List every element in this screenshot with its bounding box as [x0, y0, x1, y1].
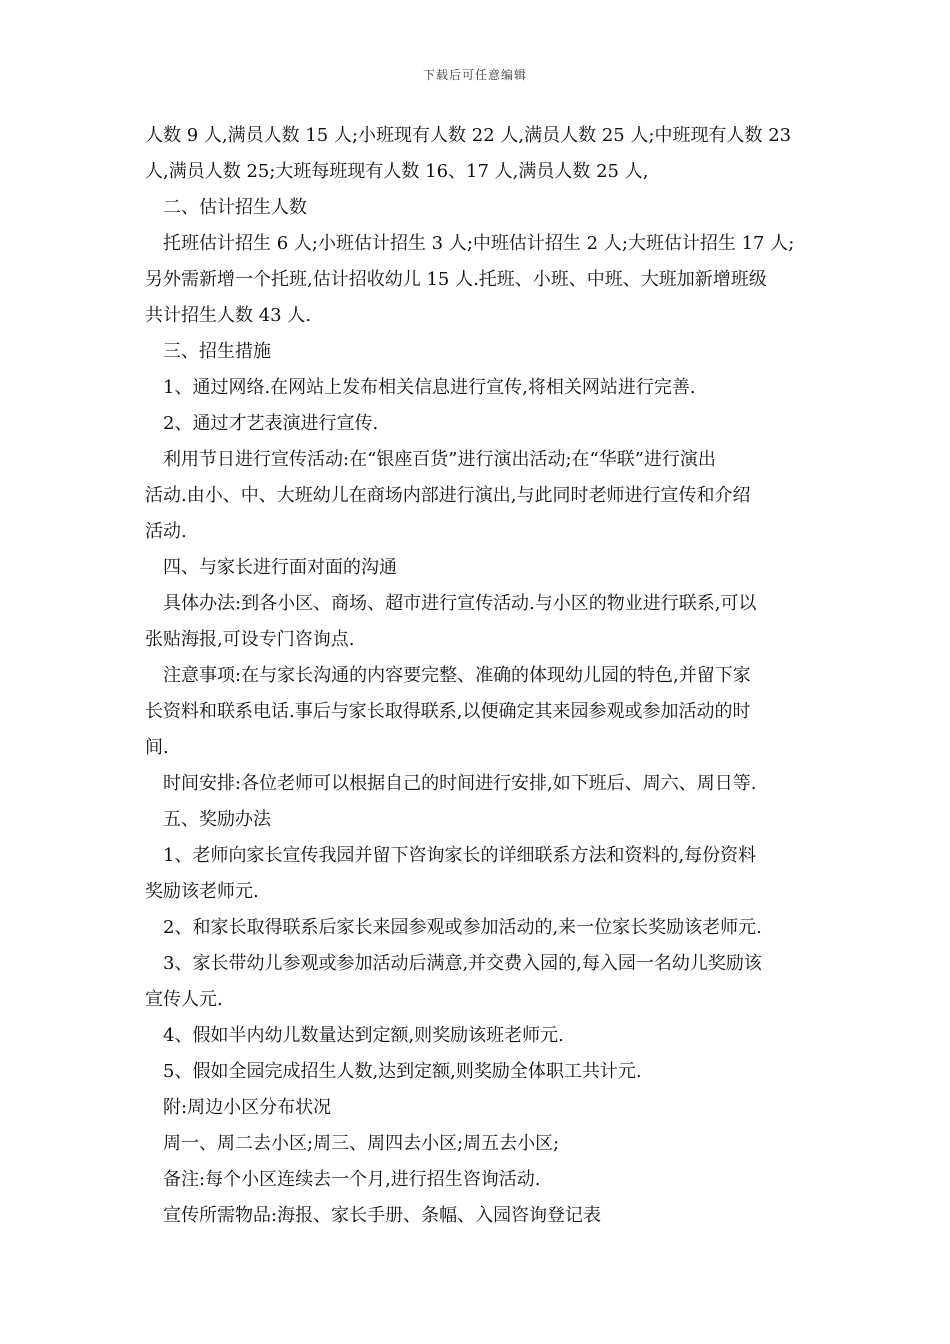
- text-line: 五、奖励办法: [163, 809, 271, 830]
- text-line: 人,满员人数 25;大班每班现有人数 16、17 人,满员人数 25 人,: [145, 161, 649, 182]
- text-line: 附:周边小区分布状况: [163, 1097, 332, 1118]
- text-line: 托班估计招生 6 人;小班估计招生 3 人;中班估计招生 2 人;大班估计招生 17 人;: [163, 233, 795, 254]
- text-line: 注意事项:在与家长沟通的内容要完整、准确的体现幼儿园的特色,并留下家: [163, 665, 751, 686]
- text-line: 奖励该老师元.: [145, 881, 259, 902]
- text-line: 时间安排:各位老师可以根据自己的时间进行安排,如下班后、周六、周日等.: [163, 773, 757, 794]
- text-line: 2、通过才艺表演进行宣传.: [163, 413, 379, 434]
- text-line: 具体办法:到各小区、商场、超市进行宣传活动.与小区的物业进行联系,可以: [163, 593, 757, 614]
- text-line: 二、估计招生人数: [163, 197, 307, 218]
- text-line: 人数 9 人,满员人数 15 人;小班现有人数 22 人,满员人数 25 人;中班现有人数 23: [145, 125, 792, 146]
- text-line: 1、通过网络.在网站上发布相关信息进行宣传,将相关网站进行完善.: [163, 377, 696, 398]
- text-line: 长资料和联系电话.事后与家长取得联系,以便确定其来园参观或参加活动的时: [145, 701, 751, 722]
- text-line: 1、老师向家长宣传我园并留下咨询家长的详细联系方法和资料的,每份资料: [163, 845, 757, 866]
- text-line: 3、家长带幼儿参观或参加活动后满意,并交费入园的,每入园一名幼儿奖励该: [163, 953, 762, 974]
- text-line: 活动.由小、中、大班幼儿在商场内部进行演出,与此同时老师进行宣传和介绍: [145, 485, 751, 506]
- text-line: 5、假如全园完成招生人数,达到定额,则奖励全体职工共计元.: [163, 1061, 642, 1082]
- text-line: 利用节日进行宣传活动:在“银座百货”进行演出活动;在“华联”进行演出: [163, 449, 716, 470]
- text-line: 宣传所需物品:海报、家长手册、条幅、入园咨询登记表: [163, 1205, 602, 1226]
- document-body: [145, 118, 810, 1234]
- text-line: 2、和家长取得联系后家长来园参观或参加活动的,来一位家长奖励该老师元.: [163, 917, 762, 938]
- text-line: 活动.: [145, 521, 187, 542]
- text-line: 四、与家长进行面对面的沟通: [163, 557, 397, 578]
- page-header: 下载后可任意编辑: [422, 68, 527, 82]
- text-line: 备注:每个小区连续去一个月,进行招生咨询活动.: [163, 1169, 541, 1190]
- text-line: 张贴海报,可设专门咨询点.: [145, 629, 355, 650]
- text-line: 间.: [145, 737, 169, 758]
- text-line: 另外需新增一个托班,估计招收幼儿 15 人.托班、小班、中班、大班加新增班级: [145, 269, 767, 290]
- text-line: 共计招生人数 43 人.: [145, 305, 312, 326]
- text-line: 4、假如半内幼儿数量达到定额,则奖励该班老师元.: [163, 1025, 564, 1046]
- text-line: 周一、周二去小区;周三、周四去小区;周五去小区;: [163, 1133, 560, 1154]
- text-line: 宣传人元.: [145, 989, 223, 1010]
- text-line: 三、招生措施: [163, 341, 271, 362]
